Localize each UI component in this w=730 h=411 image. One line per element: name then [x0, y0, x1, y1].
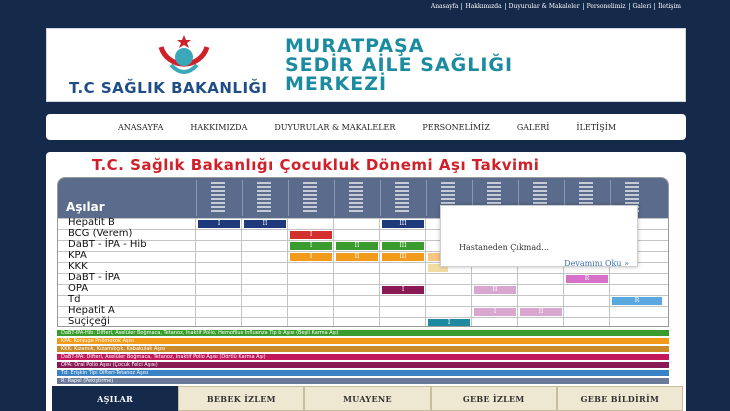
main-nav-personelimiz[interactable]: PERSONELİMİZ [422, 122, 490, 132]
main-nav [46, 114, 686, 140]
age-column-header [334, 180, 378, 216]
vaccine-row [58, 273, 669, 284]
dose-cell: I [290, 253, 332, 261]
vaccine-row [58, 295, 669, 306]
vaccine-name: DaBT - İPA [68, 272, 120, 283]
main-nav-iletisim[interactable]: İLETİŞİM [576, 122, 617, 132]
legend-item: R: Rapel (Pekiştirme) [57, 378, 669, 384]
center-name-line-2: SEDİR AİLE SAĞLIĞI [285, 54, 514, 76]
dose-cell: II [520, 308, 562, 316]
vaccine-row [58, 317, 669, 327]
logo-text: T.C SAĞLIK BAKANLIĞI [69, 79, 268, 97]
dose-cell: I [290, 242, 332, 250]
popup-text: Hastaneden Çıkmad... [459, 243, 549, 252]
vaccine-name: OPA [68, 283, 89, 294]
dose-cell: I [290, 231, 332, 239]
center-name-line-1: MURATPAŞA [285, 35, 425, 57]
vaccine-name: Hepatit B [68, 217, 115, 228]
tab-asilar[interactable]: AŞILAR [52, 386, 178, 411]
grid-header-label: Aşılar [66, 200, 105, 214]
main-nav-hakkimizda[interactable]: HAKKIMIZDA [190, 122, 248, 132]
vaccine-schedule-panel [46, 152, 686, 411]
main-nav-duyurular[interactable]: DUYURULAR & MAKALELER [274, 122, 396, 132]
dose-cell: III [382, 220, 424, 228]
vaccine-legend [57, 330, 669, 386]
site-header [46, 28, 686, 102]
main-nav-galeri[interactable]: GALERİ [516, 122, 550, 132]
tab-gebe-izlem[interactable]: GEBE İZLEM [431, 386, 557, 411]
age-column-header [380, 180, 424, 216]
vaccine-name: BCG (Verem) [68, 228, 133, 239]
legend-item: OPA: Oral Polio Aşısı (Çocuk Felci Aşısı) [57, 362, 669, 368]
top-nav-galeri[interactable]: Galeri [630, 3, 656, 10]
dose-cell: I [382, 286, 424, 294]
top-nav-iletisim[interactable]: İletişim [658, 3, 681, 10]
dose-cell: III [382, 253, 424, 261]
vaccine-name: KPA [68, 250, 87, 261]
bottom-tabs [52, 386, 683, 411]
center-name [285, 37, 513, 94]
dose-cell: R [612, 297, 662, 305]
legend-item: DaBT-İPA-Hib: Difteri, Aselüler Boğmaca, Tetanoz, İnaktif Polio, Hemofilus İnfluenza Tip b Aşısı (Beşli Karma Aşı) [57, 330, 669, 336]
vaccine-name: Td [68, 294, 81, 305]
dose-cell: I [428, 319, 470, 327]
legend-item: Td: Erişkin Tipi Difteri-Tetanoz Aşısı [57, 370, 669, 376]
tab-gebe-bildirim[interactable]: GEBE BİLDİRİM [557, 386, 683, 411]
ministry-logo[interactable] [69, 35, 299, 99]
age-column-header [242, 180, 286, 216]
ministry-emblem-icon [151, 35, 217, 83]
dose-cell: II [244, 220, 286, 228]
read-more-link[interactable]: Devamını Oku » [564, 259, 629, 268]
dose-cell: I [198, 220, 240, 228]
schedule-title: T.C. Sağlık Bakanlığı Çocukluk Dönemi Aşı Takvimi [92, 156, 540, 174]
top-nav-duyurular[interactable]: Duyurular & Makaleler [506, 3, 584, 10]
top-nav-anasayfa[interactable]: Anasayfa [428, 3, 463, 10]
news-popup [440, 205, 638, 267]
top-nav-hakkimizda[interactable]: Hakkımızda [462, 3, 505, 10]
tab-bebek-izlem[interactable]: BEBEK İZLEM [178, 386, 304, 411]
legend-item: KPA: Konjuge Pnömokok Aşısı [57, 338, 669, 344]
top-nav-personelimiz[interactable]: Personelimiz [584, 3, 630, 10]
legend-item: DaBT-İPA: Difteri, Aselüler Boğmaca, Tetanoz, İnaktif Polio Aşısı (Dörtlü Karma Aşı) [57, 354, 669, 360]
dose-cell: III [382, 242, 424, 250]
vaccine-row [58, 306, 669, 317]
vaccine-row [58, 284, 669, 295]
vaccine-name: KKK [68, 261, 88, 272]
main-nav-anasayfa[interactable]: ANASAYFA [118, 122, 164, 132]
legend-item: KKK: Kızamık, Kızamıkçık, Kabakulak Aşısı [57, 346, 669, 352]
center-name-line-3: MERKEZİ [285, 73, 388, 95]
age-column-header [288, 180, 332, 216]
dose-cell: I [474, 308, 516, 316]
tab-muayene[interactable]: MUAYENE [304, 386, 430, 411]
top-nav [428, 3, 684, 10]
vaccine-name: Hepatit A [68, 305, 115, 316]
dose-cell: R [566, 275, 608, 283]
vaccine-name: Suçiçeği [68, 316, 110, 327]
age-column-header [196, 180, 240, 216]
vaccine-name: DaBT - İPA - Hib [68, 239, 147, 250]
dose-cell: II [474, 286, 516, 294]
dose-cell: II [336, 242, 378, 250]
dose-cell: II [336, 253, 378, 261]
